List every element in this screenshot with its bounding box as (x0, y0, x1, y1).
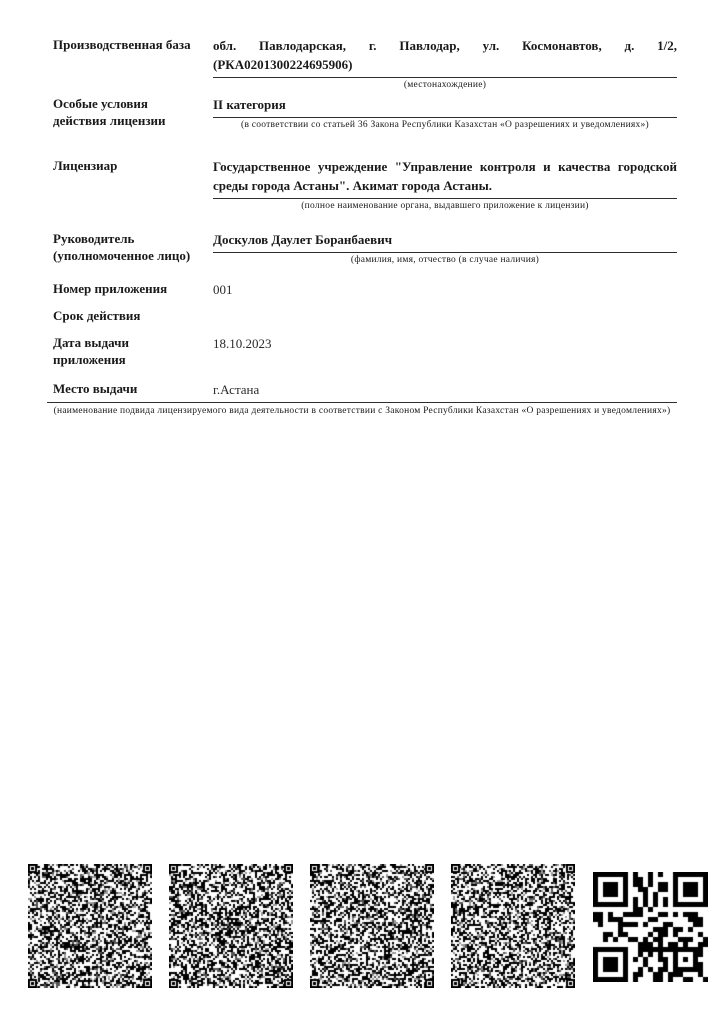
field-label (53, 307, 205, 324)
field-value: Доскулов Даулет Боранбаевич (213, 232, 393, 247)
field-value: 18.10.2023 (213, 336, 272, 351)
field-label-line: Лицензиар (53, 158, 118, 173)
field-label-line: Руководитель (53, 231, 135, 246)
field-label-line: действия лицензии (53, 113, 166, 128)
field-value-block (213, 280, 677, 299)
field-label (53, 157, 205, 174)
field-value: г.Астана (213, 382, 260, 397)
field-label (53, 334, 205, 368)
field-caption: (местонахождение) (403, 80, 487, 90)
qr-code (593, 872, 708, 982)
barcode-3 (310, 864, 434, 988)
underline-rule (213, 198, 677, 199)
field-label-line: Дата выдачи (53, 335, 129, 350)
field-value: 001 (213, 282, 233, 297)
field-label (53, 230, 205, 264)
field-caption: (в соответствии со статьей 36 Закона Республики Казахстан «О разрешениях и уведомлениях») (241, 120, 649, 130)
field-label (53, 95, 205, 129)
field-value: Государственное учреждение "Управление контроля и качества городской среды города Астаны". Акимат города Астаны. (213, 159, 677, 193)
field-label (53, 36, 205, 53)
field-label (53, 380, 205, 397)
field-value: II категория (213, 97, 286, 112)
field-value-block (213, 157, 677, 212)
field-value-block (213, 95, 677, 131)
footer-caption: (наименование подвида лицензируемого вида деятельности в соответствии с Законом Республики Казахстан «О разрешениях и уведомлениях») (53, 406, 671, 416)
field-label (53, 280, 205, 297)
field-label-line: Срок действия (53, 308, 141, 323)
field-caption: (полное наименование органа, выдавшего приложение к лицензии) (301, 201, 589, 211)
field-label-line: Номер приложения (53, 281, 168, 296)
field-value-block (213, 334, 677, 353)
barcode-4 (451, 864, 575, 988)
field-value-block (213, 36, 677, 91)
field-caption: (фамилия, имя, отчество (в случае наличия) (350, 255, 540, 265)
field-value: обл. Павлодарская, г. Павлодар, ул. Космонавтов, д. 1/2, (РКА0201300224695906) (213, 38, 677, 72)
underline-rule (213, 77, 677, 78)
field-label-line: (уполномоченное лицо) (53, 248, 191, 263)
field-label-line: приложения (53, 352, 126, 367)
footer-rule (47, 402, 677, 403)
barcode-1 (28, 864, 152, 988)
field-value-block (213, 380, 677, 399)
field-label-line: Особые условия (53, 96, 148, 111)
field-label-line: Производственная база (53, 37, 191, 52)
underline-rule (213, 117, 677, 118)
underline-rule (213, 252, 677, 253)
field-label-line: Место выдачи (53, 381, 138, 396)
field-value-block (213, 230, 677, 266)
barcode-2 (169, 864, 293, 988)
